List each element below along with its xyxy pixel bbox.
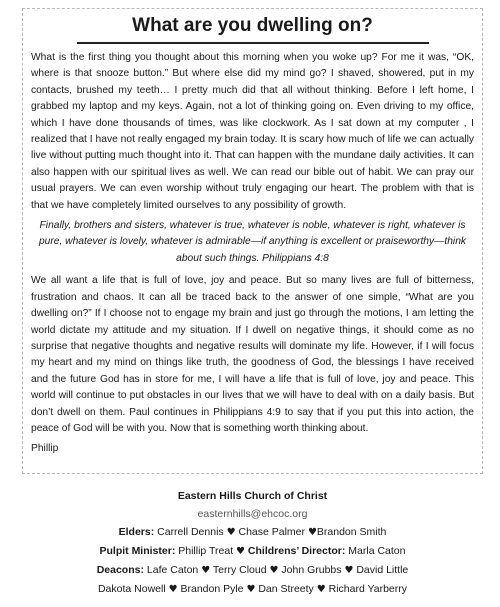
deacon-name: David Little: [356, 564, 409, 576]
church-name: Eastern Hills Church of Christ: [177, 490, 328, 502]
heart-icon: ♥: [307, 527, 317, 538]
heart-icon: ♥: [236, 546, 245, 557]
article-title: What are you dwelling on?: [132, 15, 373, 36]
church-footer: [22, 487, 483, 599]
article-frame: [22, 8, 483, 474]
deacons-line-1: [22, 561, 483, 580]
deacons-line-2: [22, 580, 483, 599]
heart-icon: ♥: [246, 584, 256, 595]
elders-label: Elders:: [118, 526, 155, 538]
heart-icon: ♥: [316, 584, 326, 595]
elders-line: [22, 523, 483, 542]
heart-icon: ♥: [226, 527, 236, 538]
scripture-quote: Finally, brothers and sisters, whatever is true, whatever is noble, whatever is right, whatever is pure, whatever is lovely, whatever is admirable—if anything is excellent or praiseworthy—think about such things. Philippians 4:8: [38, 220, 467, 264]
deacon-name: Richard Yarberry: [328, 583, 408, 595]
ministers-line: [22, 542, 483, 561]
deacon-name: Dan Streety: [258, 583, 314, 595]
church-email: easternhills@ehcoc.org: [197, 508, 308, 520]
pulpit-label: Pulpit Minister:: [99, 545, 176, 557]
author-signature: Phillip: [31, 443, 59, 455]
childrens-label: Childrens’ Director:: [247, 545, 346, 557]
pulpit-minister-name: Phillip Treat: [178, 545, 234, 557]
article-body: [23, 44, 482, 458]
childrens-director-name: Marla Caton: [348, 545, 406, 557]
heart-icon: ♥: [269, 565, 279, 576]
deacon-name: Brandon Pyle: [180, 583, 244, 595]
elder-name: Brandon Smith: [316, 526, 387, 538]
deacons-label: Deacons:: [96, 564, 144, 576]
deacon-name: Terry Cloud: [212, 564, 267, 576]
heart-icon: ♥: [201, 565, 211, 576]
elder-name: Chase Palmer: [238, 526, 306, 538]
heart-icon: ♥: [168, 584, 178, 595]
deacon-name: Lafe Caton: [146, 564, 199, 576]
deacon-name: John Grubbs: [281, 564, 342, 576]
elder-name: Carrell Dennis: [157, 526, 224, 538]
deacon-name: Dakota Nowell: [97, 583, 166, 595]
paragraph-1: What is the first thing you thought about this morning when you woke up? For me it was, “OK, where is that snooze button.” But where else did my mind go? I shaved, showered, put in my contacts, brushed my teeth… I pretty much did that all without thinking. Before I left home, I grabbed my laptop and my keys. Again, not a lot of thinking going on. Even driving to my office, which I have done thousands of times, was like clockwork. As I sat down at my computer , I realized that I have not really engaged my brain today. It is scary how much of life we can actually live without putting much thought into it. That can happen with the mundane daily activities. It can also happen with our spiritual lives as well. We can read our bible out of habit. We can pray our usual prayers. We can even worship without truly engaging our heart. The problem with that is that we have completely limited ourselves to any possibility of growth.: [31, 52, 474, 211]
paragraph-2: We all want a life that is full of love, joy and peace. But so many lives are full of bitterness, frustration and chaos. It can all be traced back to the answer of one simple, “What are you dwelling on?” If I choose not to engage my brain and just go through the motions, I am letting the world dictate my attitude and my situation. If I dwell on negative things, it should come as no surprise that negative thoughts and negative results will dominate my life. However, if I will focus my heart and my mind on things like truth, the goodness of God, the blessings I have received and the future God has in store for me, I will have a life that is full of love, joy and peace. This world will continue to put obstacles in our lives that we will have to deal with on a daily basis. But don’t dwell on them. Paul continues in Philippians 4:9 to say that if you put this into action, the peace of God will be with you. Now that is something worth thinking about.: [31, 275, 474, 434]
heart-icon: ♥: [344, 565, 354, 576]
